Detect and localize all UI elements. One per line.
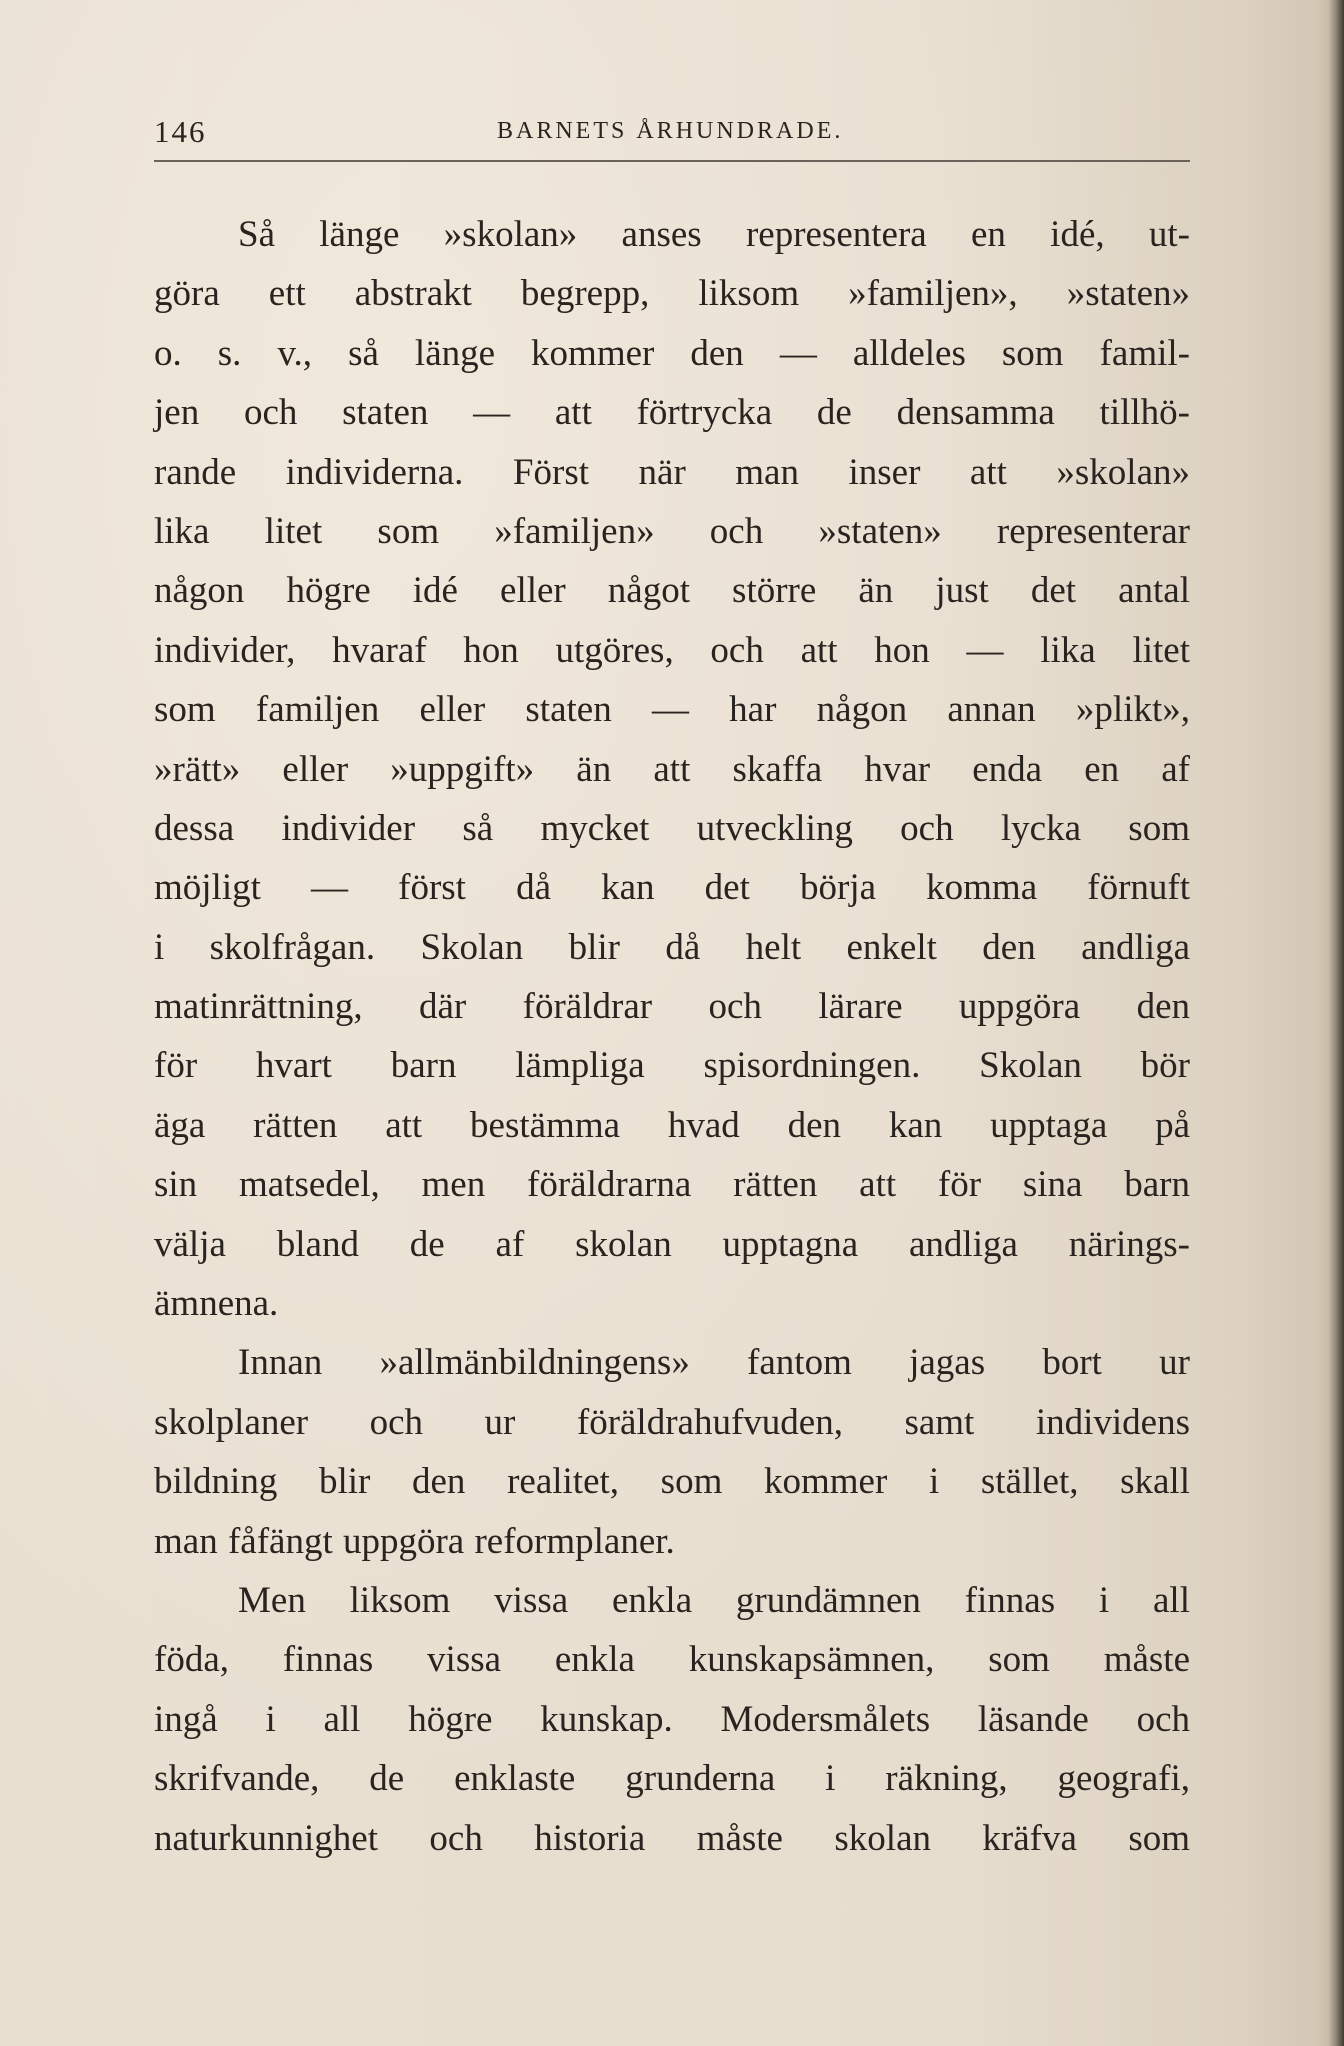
text-line: Så länge »skolan» anses representera en idé, ut- <box>238 214 1190 255</box>
text-line: dessa individer så mycket utveckling och lycka som <box>154 807 1190 849</box>
running-title: BARNETS ÅRHUNDRADE. <box>497 118 844 144</box>
text-line: föda, finnas vissa enkla kunskapsämnen, som måste <box>154 1639 1190 1681</box>
text-line: göra ett abstrakt begrepp, liksom »familjen», »staten» <box>154 273 1190 315</box>
text-line: o. s. v., så länge kommer den — alldeles som famil- <box>154 332 1190 374</box>
text-line: individer, hvaraf hon utgöres, och att hon — lika litet <box>154 629 1190 671</box>
text-line: i skolfrågan. Skolan blir då helt enkelt den andliga <box>154 926 1190 968</box>
text-line: möjligt — först då kan det börja komma förnuft <box>154 867 1190 909</box>
text-line: rande individerna. Först när man inser att »skolan» <box>154 451 1190 493</box>
text-line: man fåfängt uppgöra reformplaner. <box>154 1520 675 1562</box>
text-line: ämnena. <box>154 1283 279 1325</box>
text-line: välja bland de af skolan upptagna andliga närings- <box>154 1223 1190 1265</box>
text-line: Innan »allmänbildningens» fantom jagas bort ur <box>238 1342 1190 1384</box>
page-edge-shadow <box>1318 0 1344 2046</box>
text-line: för hvart barn lämpliga spisordningen. Skolan bör <box>154 1045 1190 1087</box>
text-line: Men liksom vissa enkla grundämnen finnas i all <box>238 1579 1190 1621</box>
text-line: lika litet som »familjen» och »staten» representerar <box>154 510 1190 552</box>
text-line: matinrättning, där föräldrar och lärare uppgöra den <box>154 986 1190 1028</box>
text-line: som familjen eller staten — har någon annan »plikt», <box>154 689 1190 731</box>
text-line: skrifvande, de enklaste grunderna i räkning, geografi, <box>154 1758 1190 1800</box>
page-number: 146 <box>154 114 207 149</box>
text-line: bildning blir den realitet, som kommer i stället, skall <box>154 1461 1190 1503</box>
text-line: äga rätten att bestämma hvad den kan upptaga på <box>154 1104 1190 1146</box>
text-line: sin matsedel, men föräldrarna rätten att för sina barn <box>154 1164 1190 1206</box>
running-head <box>154 114 1190 162</box>
text-line: någon högre idé eller något större än just det antal <box>154 570 1190 612</box>
text-line: ingå i all högre kunskap. Modersmålets läsande och <box>154 1698 1190 1740</box>
text-line: »rätt» eller »uppgift» än att skaffa hvar enda en af <box>154 748 1190 790</box>
text-line: jen och staten — att förtrycka de densamma tillhö- <box>154 392 1190 434</box>
text-line: skolplaner och ur föräldrahufvuden, samt individens <box>154 1401 1190 1443</box>
body-text <box>154 205 1190 1868</box>
text-line: naturkunnighet och historia måste skolan kräfva som <box>154 1817 1190 1859</box>
